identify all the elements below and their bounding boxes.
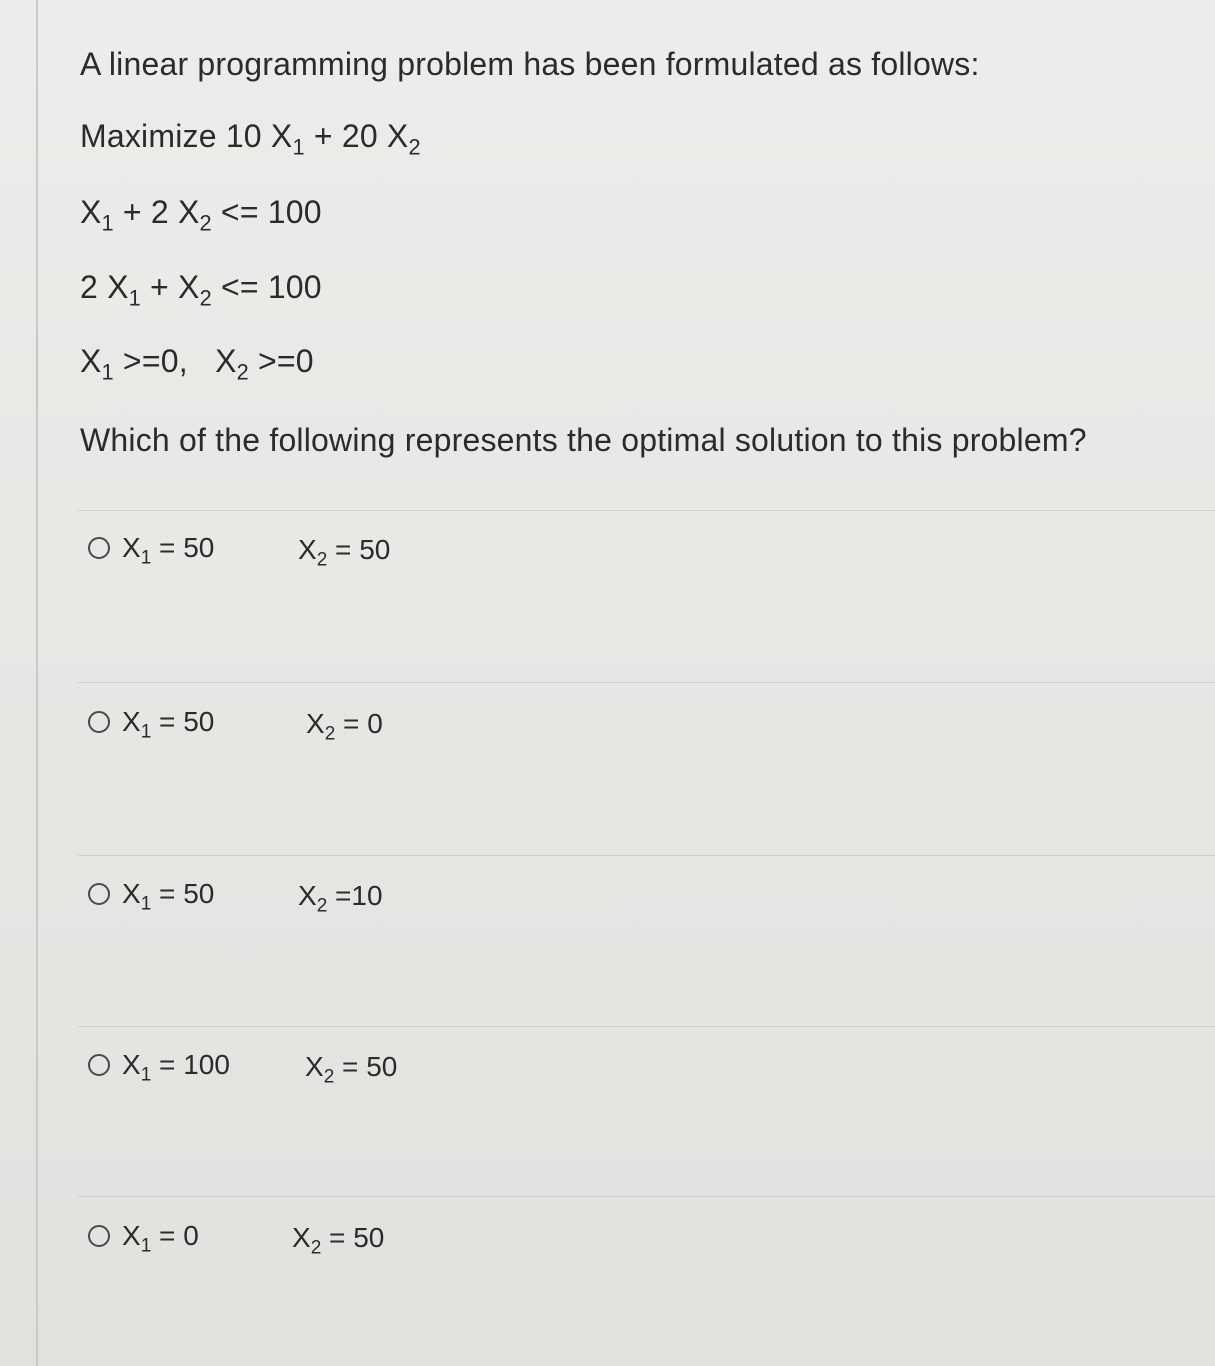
divider xyxy=(78,855,1215,856)
constraint-2: 2 $X_1 + X_2 <= 100$ xyxy=(80,269,322,311)
x2-label: $X_2 = 50$ xyxy=(298,534,391,571)
x2-label: $X_2 = 50$ xyxy=(292,1222,385,1259)
x2-label: $X_2 =10$ xyxy=(298,880,383,917)
divider xyxy=(78,1026,1215,1027)
x1-label: $X_1 = 50$ xyxy=(122,878,215,915)
question-intro: A linear programming problem has been formulated as follows: xyxy=(80,46,980,82)
radio-button[interactable] xyxy=(88,1225,110,1247)
x1-label: $X_1 = 100$ xyxy=(122,1049,230,1086)
x1-label: $X_1 = 50$ xyxy=(122,532,215,569)
left-border xyxy=(36,0,38,1366)
objective-function: Maximize 10 $X_1 + 20$ $X_2$ xyxy=(80,118,421,160)
divider xyxy=(78,682,1215,683)
x2-label: $X_2 = 50$ xyxy=(305,1051,398,1088)
radio-button[interactable] xyxy=(88,537,110,559)
x1-label: $X_1 = 50$ xyxy=(122,706,215,743)
x2-label: $X_2 = 0$ xyxy=(306,708,383,745)
question-prompt: Which of the following represents the optimal solution to this problem? xyxy=(80,422,1087,458)
x1-label: $X_1 = 0$ xyxy=(122,1220,199,1257)
radio-button[interactable] xyxy=(88,1054,110,1076)
radio-button[interactable] xyxy=(88,883,110,905)
answer-option-5[interactable] xyxy=(88,1219,199,1257)
nonnegativity-constraint: $X_1 >=0$, $X_2 >=0$ xyxy=(80,343,314,385)
answer-option-2[interactable] xyxy=(88,705,215,743)
answer-option-1[interactable] xyxy=(88,531,215,569)
divider xyxy=(78,510,1215,511)
answer-option-3[interactable] xyxy=(88,877,215,915)
radio-button[interactable] xyxy=(88,711,110,733)
constraint-1: $X_1 + 2$ $X_2 <= 100$ xyxy=(80,194,322,236)
answer-option-4[interactable] xyxy=(88,1048,230,1086)
divider xyxy=(78,1196,1215,1197)
